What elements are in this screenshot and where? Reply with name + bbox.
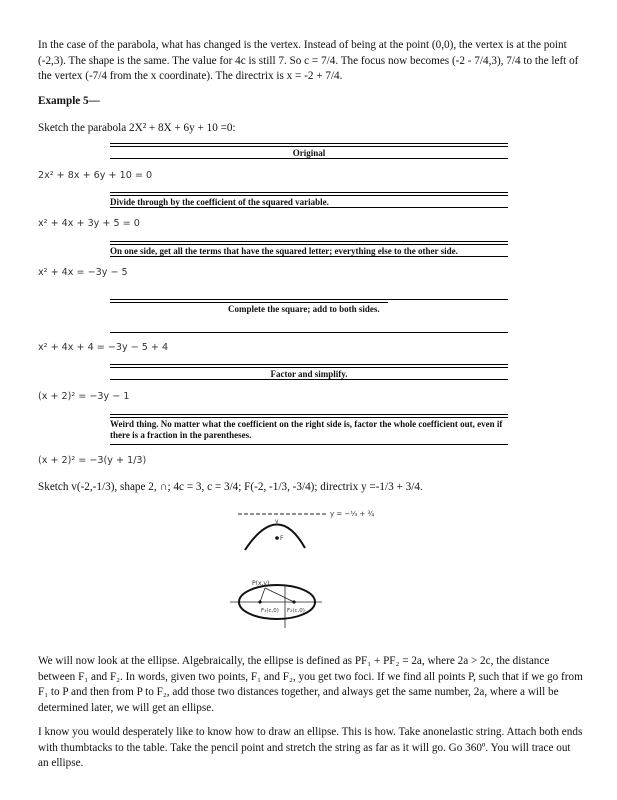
focus1-label: F₁(c,0) (261, 608, 279, 614)
string-paragraph: I know you would desperately like to know how to draw an ellipse. This is how. Take anonelastic string. Attach both ends with thumbtacks to the table. Take the pencil point and stretch the string as far as it will go. Go 360º. You will trace out an ellipse. (38, 726, 583, 770)
vertex-label: v (275, 518, 279, 525)
step-equation: x² + 4x = −3y − 5 (38, 267, 128, 278)
step-label: Divide through by the coefficient of the squared variable. (110, 195, 508, 208)
step-equation: (x + 2)² = −3(y + 1/3) (38, 455, 147, 466)
point-p-label: P(x,y) (252, 580, 270, 587)
example-heading: Example 5— (38, 95, 100, 107)
step-label: On one side, get all the terms that have the squared letter; everything else to the other side. (110, 244, 508, 257)
step-label: Factor and simplify. (110, 367, 508, 380)
step-label-box (110, 299, 508, 333)
sketch-line: Sketch v(-2,-1/3), shape 2, ∩; 4c = 3, c = 3/4; F(-2, -1/3, -3/4); directrix y =-1/3 + 3/4. (38, 481, 423, 493)
intro-paragraph: In the case of the parabola, what has changed is the vertex. Instead of being at the point (0,0), the vertex is at the point (-2,3). The shape is the same. The value for 4c is still 7. So c = 7/4. The focus now becomes (-2 - 7/4,3), 7/4 to the left of the vertex (-7/4 from the x coordinate). The directrix is x = -2 + 7/4. (38, 39, 579, 83)
parabola-curve (245, 524, 305, 550)
focus2-label: F₂(c,0) (287, 608, 305, 614)
step-equation: x² + 4x + 3y + 5 = 0 (38, 218, 140, 229)
step-label: Complete the square; add to both sides. (110, 302, 388, 315)
segment-pf2 (265, 588, 294, 602)
parabola-ellipse-figure (230, 498, 410, 638)
focus-point (275, 536, 279, 540)
ellipse-paragraph: We will now look at the ellipse. Algebraically, the ellipse is defined as PF₁ + PF₂ = 2a, where 2a > 2c, the distance between F₁ and F₂. In words, given two points, F₁ and F₂, you get two foci. If we find all points P, such that if we go from F₁ to P and then from P to F₂, add those two distances together, and always get the same number, 2a, where a will be determined later, we will get an ellipse. (38, 655, 583, 714)
step-label-box (110, 241, 508, 257)
step-label: Original (110, 146, 508, 159)
focus-label: F (280, 535, 284, 542)
step-label: Weird thing. No matter what the coefficient on the right side is, factor the whole coefficient out, even if there is a fraction in the parentheses. (110, 417, 508, 441)
example-prompt: Sketch the parabola 2X² + 8X + 6y + 10 =0: (38, 122, 236, 134)
step-label-box (110, 364, 508, 380)
step-equation: 2x² + 8x + 6y + 10 = 0 (38, 170, 153, 181)
segment-pf1 (260, 588, 265, 602)
step-equation: (x + 2)² = −3y − 1 (38, 391, 130, 402)
directrix-label: y = −⅓ + ¾ (330, 510, 375, 518)
step-label-box (110, 143, 508, 159)
step-equation: x² + 4x + 4 = −3y − 5 + 4 (38, 342, 169, 353)
step-label-box (110, 414, 508, 445)
step-label-box (110, 192, 508, 208)
